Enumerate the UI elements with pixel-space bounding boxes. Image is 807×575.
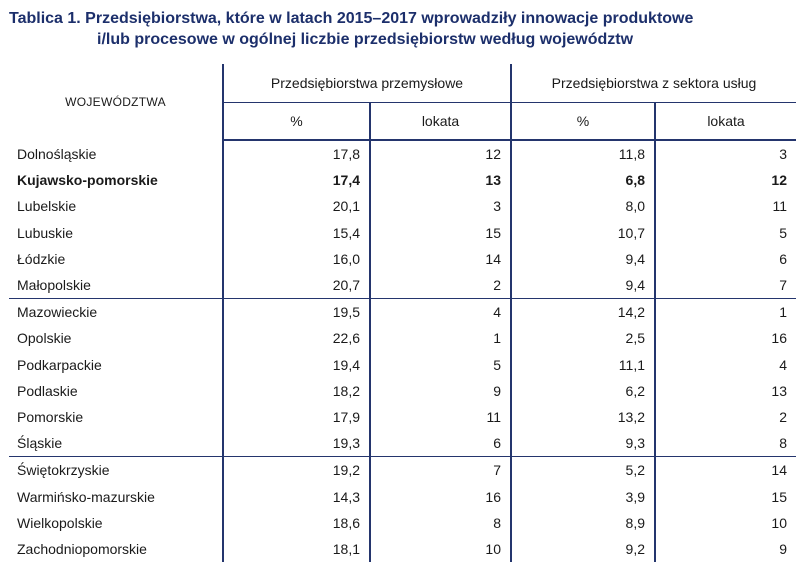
services-rank-cell: 1: [655, 299, 796, 326]
industrial-rank-cell: 1: [370, 325, 511, 351]
region-cell: Wielkopolskie: [17, 514, 103, 531]
table-row: [9, 140, 796, 167]
services-rank-cell: 5: [655, 220, 796, 246]
industrial-percent-header: %: [223, 103, 370, 141]
industrial-rank-cell: 7: [370, 457, 511, 484]
services-rank-cell: 15: [655, 483, 796, 509]
services-percent-cell: 6,8: [511, 167, 655, 193]
industrial-rank-cell: 9: [370, 378, 511, 404]
table-row: [9, 220, 796, 246]
industrial-rank-cell: 13: [370, 167, 511, 193]
region-cell: Podlaskie: [17, 382, 78, 399]
region-cell: Zachodniopomorskie: [17, 540, 147, 557]
table-row: [9, 536, 796, 562]
table-title: [9, 8, 799, 50]
table-row: [9, 378, 796, 404]
region-cell: Świętokrzyskie: [9, 457, 223, 484]
industrial-percent-cell: 16,0: [223, 246, 370, 272]
services-percent-cell: 11,8: [511, 140, 655, 167]
services-rank-cell: 6: [655, 246, 796, 272]
services-percent-cell: 14,2: [511, 299, 655, 326]
industrial-rank-cell: 11: [370, 404, 511, 430]
industrial-rank-cell: 10: [370, 536, 511, 562]
industrial-percent-cell: 18,1: [223, 536, 370, 562]
table-row: [9, 457, 796, 484]
services-percent-cell: 9,2: [511, 536, 655, 562]
table-row: [9, 404, 796, 430]
industrial-percent-cell: 17,4: [223, 167, 370, 193]
services-rank-header: lokata: [655, 103, 796, 141]
industrial-rank-cell: 15: [370, 220, 511, 246]
table-title-line1: Tablica 1. Przedsiębiorstwa, które w latach 2015–2017 wprowadziły innowacje produktowe: [9, 10, 694, 27]
services-percent-cell: 9,3: [511, 430, 655, 457]
table-row: [9, 430, 796, 457]
industrial-percent-cell: 20,1: [223, 193, 370, 219]
services-percent-cell: 9,4: [511, 272, 655, 299]
industrial-percent-cell: 14,3: [223, 483, 370, 509]
services-percent-cell: 5,2: [511, 457, 655, 484]
services-rank-cell: 4: [655, 352, 796, 378]
industrial-percent-cell: 18,6: [223, 510, 370, 536]
services-rank-cell: 2: [655, 404, 796, 430]
services-rank-cell: 11: [655, 193, 796, 219]
industrial-percent-cell: 20,7: [223, 272, 370, 299]
industrial-rank-cell: 5: [370, 352, 511, 378]
region-cell: Mazowieckie: [9, 299, 223, 326]
industrial-rank-cell: 14: [370, 246, 511, 272]
region-cell: Lubuskie: [17, 224, 74, 241]
industrial-percent-cell: 15,4: [223, 220, 370, 246]
region-column-header: WOJEWÓDZTWA: [65, 95, 166, 109]
table-row: [9, 325, 796, 351]
industrial-rank-cell: 16: [370, 483, 511, 509]
table-row: [9, 510, 796, 536]
table-row: [9, 352, 796, 378]
industrial-rank-cell: 12: [370, 140, 511, 167]
region-cell: Śląskie: [17, 435, 63, 452]
services-percent-cell: 13,2: [511, 404, 655, 430]
region-cell: Podkarpackie: [17, 356, 102, 373]
services-percent-header: %: [511, 103, 655, 141]
region-cell: Warmińsko-mazurskie: [17, 488, 155, 505]
industrial-percent-cell: 22,6: [223, 325, 370, 351]
industrial-group-header: Przedsiębiorstwa przemysłowe: [223, 64, 511, 103]
region-cell: Małopolskie: [17, 277, 91, 294]
services-rank-cell: 12: [655, 167, 796, 193]
services-percent-cell: 11,1: [511, 352, 655, 378]
industrial-percent-cell: 17,8: [223, 140, 370, 167]
services-rank-cell: 7: [655, 272, 796, 299]
industrial-percent-cell: 19,3: [223, 430, 370, 457]
region-cell: Opolskie: [17, 330, 72, 347]
industrial-rank-cell: 4: [370, 299, 511, 326]
services-group-header: Przedsiębiorstwa z sektora usług: [511, 64, 796, 103]
region-cell: Lubelskie: [17, 198, 77, 215]
services-percent-cell: 10,7: [511, 220, 655, 246]
services-percent-cell: 8,0: [511, 193, 655, 219]
table-row: [9, 272, 796, 299]
services-percent-cell: 3,9: [511, 483, 655, 509]
industrial-rank-cell: 6: [370, 430, 511, 457]
services-rank-cell: 10: [655, 510, 796, 536]
region-cell: Kujawsko-pomorskie: [17, 172, 158, 189]
table-row: [9, 246, 796, 272]
services-percent-cell: 9,4: [511, 246, 655, 272]
industrial-rank-cell: 2: [370, 272, 511, 299]
innovation-table: [9, 64, 796, 562]
industrial-percent-cell: 19,2: [223, 457, 370, 484]
services-rank-cell: 13: [655, 378, 796, 404]
region-cell: Łódzkie: [17, 250, 66, 267]
services-rank-cell: 3: [655, 140, 796, 167]
industrial-percent-cell: 19,4: [223, 352, 370, 378]
region-cell: Pomorskie: [17, 408, 84, 425]
services-percent-cell: 2,5: [511, 325, 655, 351]
services-percent-cell: 8,9: [511, 510, 655, 536]
table-title-line2: i/lub procesowe w ogólnej liczbie przedsiębiorstw według województw: [97, 31, 634, 48]
industrial-rank-header: lokata: [370, 103, 511, 141]
services-rank-cell: 14: [655, 457, 796, 484]
services-percent-cell: 6,2: [511, 378, 655, 404]
industrial-percent-cell: 17,9: [223, 404, 370, 430]
table-row: [9, 483, 796, 509]
industrial-percent-cell: 19,5: [223, 299, 370, 326]
table-row: [9, 167, 796, 193]
industrial-rank-cell: 8: [370, 510, 511, 536]
industrial-percent-cell: 18,2: [223, 378, 370, 404]
table-row: [9, 193, 796, 219]
table-row: [9, 299, 796, 326]
services-rank-cell: 9: [655, 536, 796, 562]
services-rank-cell: 16: [655, 325, 796, 351]
region-cell: Dolnośląskie: [17, 145, 97, 162]
industrial-rank-cell: 3: [370, 193, 511, 219]
services-rank-cell: 8: [655, 430, 796, 457]
